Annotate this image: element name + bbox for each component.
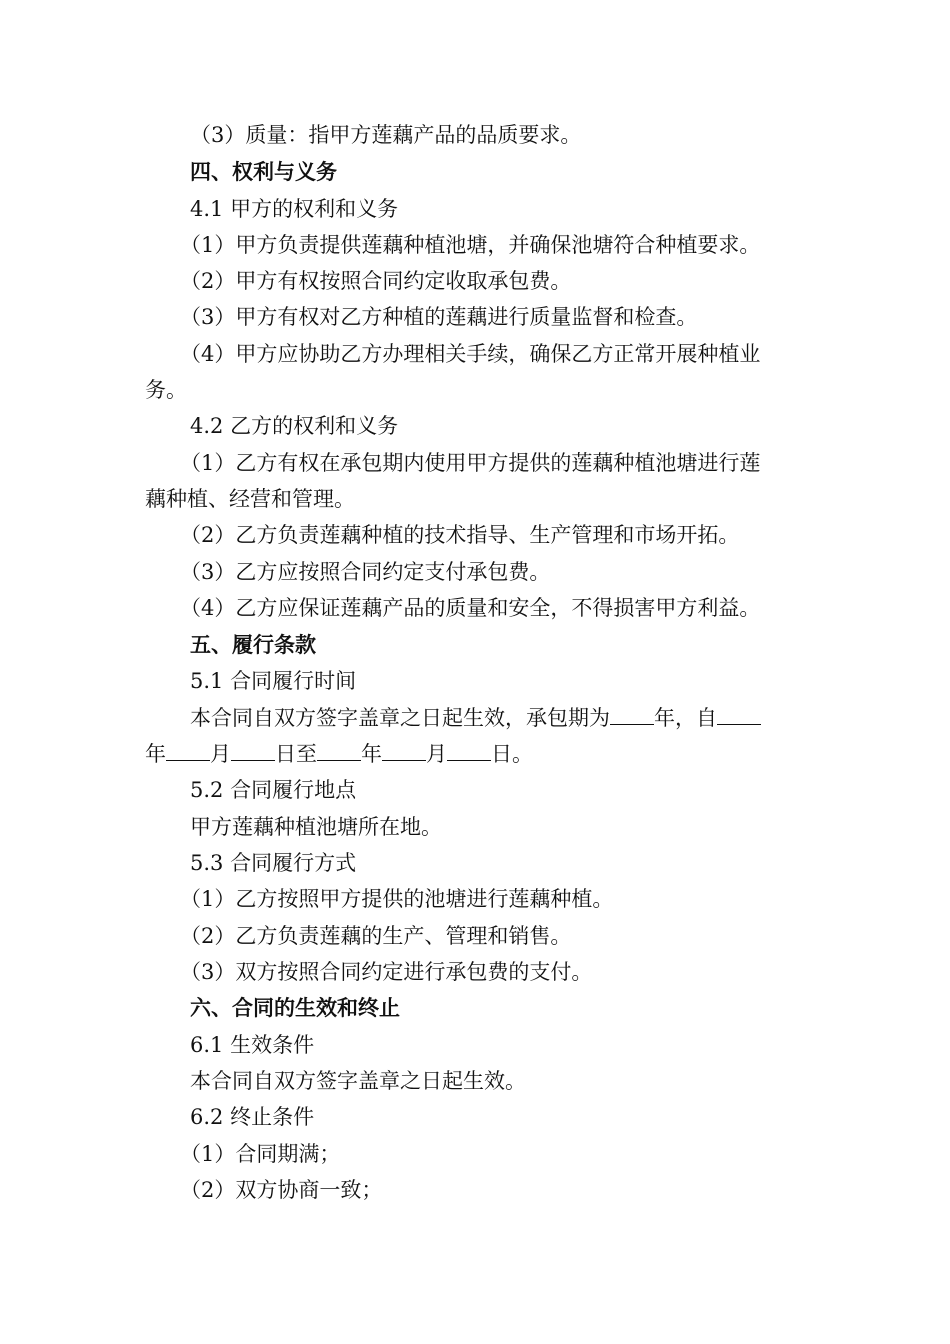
clause-4-2-2: （2）乙方负责莲藕种植的技术指导、生产管理和市场开拓。 bbox=[180, 523, 740, 547]
subsection-4-1: 4.1 甲方的权利和义务 bbox=[190, 197, 399, 221]
blank-start-month bbox=[166, 740, 210, 761]
effect-text: 本合同自双方签字盖章之日起生效。 bbox=[190, 1069, 526, 1093]
subsection-5-2: 5.2 合同履行地点 bbox=[190, 778, 357, 802]
place-text: 甲方莲藕种植池塘所在地。 bbox=[190, 815, 442, 839]
section-heading-6: 六、合同的生效和终止 bbox=[190, 995, 400, 1020]
blank-start-year-a bbox=[717, 704, 761, 725]
blank-end-day bbox=[447, 740, 491, 761]
clause-4-2-1: （1）乙方有权在承包期内使用甲方提供的莲藕种植池塘进行莲 bbox=[180, 451, 761, 475]
subsection-5-3: 5.3 合同履行方式 bbox=[190, 851, 357, 875]
section-heading-4: 四、权利与义务 bbox=[190, 159, 337, 184]
clause-4-2-1-cont: 藕种植、经营和管理。 bbox=[145, 487, 355, 511]
clause-4-1-2: （2）甲方有权按照合同约定收取承包费。 bbox=[180, 269, 572, 293]
clause-4-2-3: （3）乙方应按照合同约定支付承包费。 bbox=[180, 560, 551, 584]
subsection-5-1: 5.1 合同履行时间 bbox=[190, 669, 357, 693]
section-heading-5: 五、履行条款 bbox=[190, 632, 316, 657]
clause-5-3-2: （2）乙方负责莲藕的生产、管理和销售。 bbox=[180, 924, 572, 948]
clause-5-3-3: （3）双方按照合同约定进行承包费的支付。 bbox=[180, 960, 593, 984]
clause-4-1-1: （1）甲方负责提供莲藕种植池塘，并确保池塘符合种植要求。 bbox=[180, 233, 761, 257]
clause-4-1-4: （4）甲方应协助乙方办理相关手续，确保乙方正常开展种植业 bbox=[180, 342, 761, 366]
blank-end-year bbox=[317, 740, 361, 761]
term-sentence-line-2: 年 月 日至 年 月 日。 bbox=[145, 742, 533, 766]
clause-3-quality: （3）质量：指甲方莲藕产品的品质要求。 bbox=[190, 123, 582, 147]
clause-4-1-3: （3）甲方有权对乙方种植的莲藕进行质量监督和检查。 bbox=[180, 305, 698, 329]
subsection-6-1: 6.1 生效条件 bbox=[190, 1033, 315, 1057]
blank-end-month bbox=[382, 740, 426, 761]
blank-start-day bbox=[231, 740, 275, 761]
clause-5-3-1: （1）乙方按照甲方提供的池塘进行莲藕种植。 bbox=[180, 887, 614, 911]
subsection-6-2: 6.2 终止条件 bbox=[190, 1105, 315, 1129]
clause-4-1-4-cont: 务。 bbox=[145, 378, 187, 402]
blank-term-years bbox=[610, 704, 654, 725]
clause-4-2-4: （4）乙方应保证莲藕产品的质量和安全，不得损害甲方利益。 bbox=[180, 596, 761, 620]
term-sentence-line-1: 本合同自双方签字盖章之日起生效，承包期为 年，自 bbox=[190, 704, 860, 732]
term-sentence-text: 本合同自双方签字盖章之日起生效，承包期为 bbox=[190, 706, 610, 730]
clause-6-2-1: （1）合同期满； bbox=[180, 1142, 341, 1166]
subsection-4-2: 4.2 乙方的权利和义务 bbox=[190, 414, 399, 438]
clause-6-2-2: （2）双方协商一致； bbox=[180, 1178, 383, 1202]
